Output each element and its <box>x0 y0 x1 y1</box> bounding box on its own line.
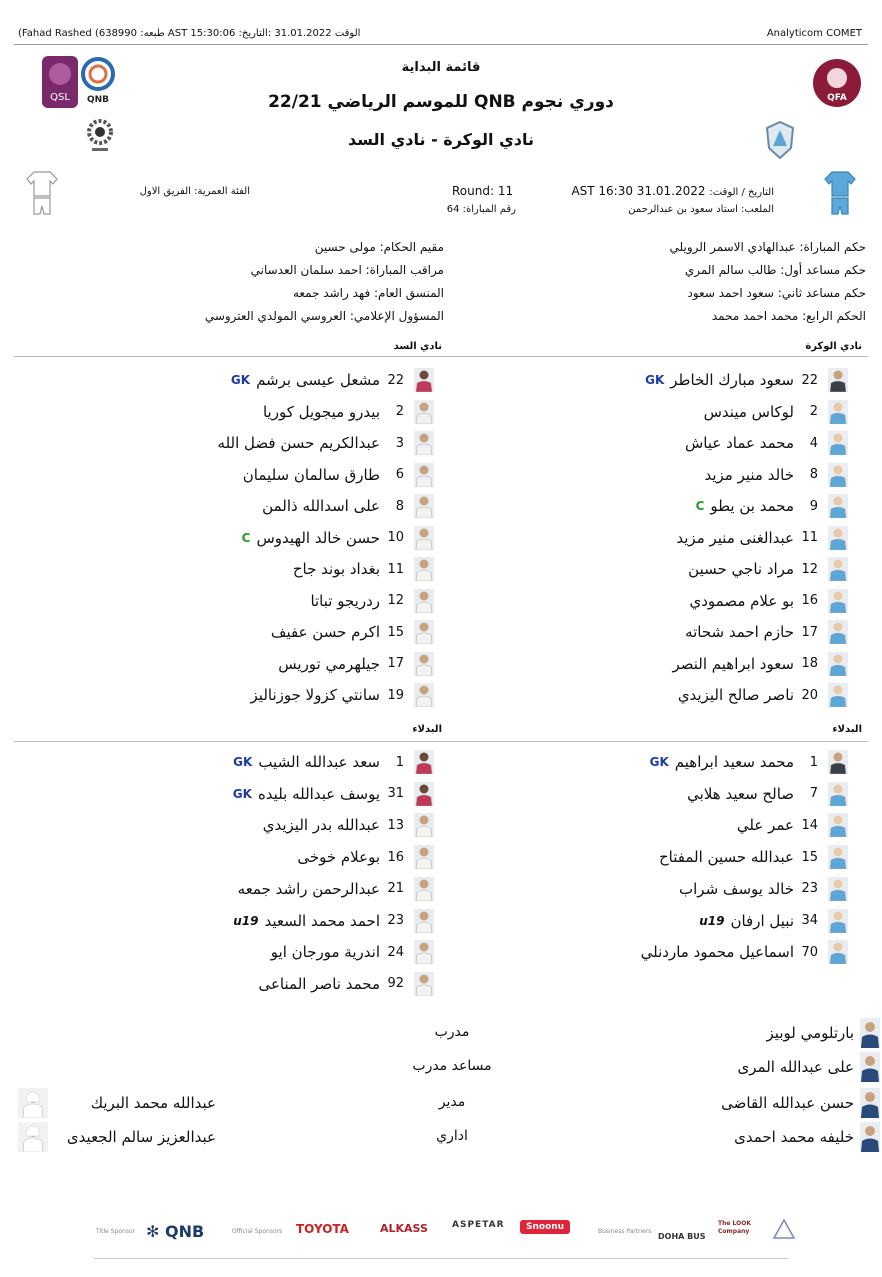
player-number: 13 <box>387 817 404 833</box>
player-name: بو علام مصمودي <box>689 591 794 610</box>
business-partners-label: Business Partners <box>598 1228 652 1235</box>
player-row <box>685 429 848 457</box>
qnb-logo-text: QNB <box>164 1222 205 1241</box>
player-name: عبدالغنى منير مزيد <box>676 528 794 547</box>
sponsor-divider <box>94 1258 788 1259</box>
player-name: مراد ناجي حسين <box>688 560 794 578</box>
away-team-label: نادي السد <box>393 341 442 352</box>
player-number: 16 <box>387 849 404 865</box>
player-name: محمد ناصر المناعى <box>258 974 380 993</box>
player-photo-icon <box>414 877 434 901</box>
player-number: 18 <box>801 656 818 671</box>
player-row <box>242 524 434 552</box>
player-number: 12 <box>387 593 404 608</box>
goalkeeper-badge: GK <box>232 786 252 801</box>
home-kit-icon <box>824 170 856 216</box>
partner-emblem-icon <box>772 1218 796 1243</box>
staff-photo-icon <box>860 1088 880 1122</box>
player-name: محمد عماد عياش <box>684 434 794 452</box>
player-photo-icon <box>828 782 848 806</box>
player-photo-icon <box>414 813 434 837</box>
player-row <box>672 650 848 678</box>
staff-role: مدير <box>438 1094 466 1110</box>
toyota-logo: TOYOTA <box>296 1222 349 1236</box>
player-row <box>689 587 848 615</box>
player-number: 6 <box>395 467 404 482</box>
player-number: 1 <box>395 754 404 770</box>
player-photo-icon <box>828 589 848 613</box>
player-name: اكرم حسن عفيف <box>270 623 380 641</box>
qfa-logo-text: QFA <box>827 93 847 103</box>
player-row <box>258 970 434 998</box>
page-title: قائمة البداية <box>401 60 481 75</box>
header-divider <box>14 44 868 45</box>
player-name: حسن خالد الهيدوس <box>256 528 380 547</box>
qnb-icon: ✻ <box>146 1222 160 1241</box>
player-name: مشعل عيسى برشم <box>256 371 380 389</box>
player-photo-icon <box>828 557 848 581</box>
player-number: 31 <box>387 786 404 802</box>
player-row <box>251 681 434 709</box>
player-name: حازم احمد شحاته <box>685 623 794 641</box>
player-photo-icon <box>828 494 848 518</box>
doha-bus-logo: DOHA BUS <box>658 1232 706 1241</box>
player-row <box>293 555 434 583</box>
player-number: 23 <box>387 913 404 928</box>
player-row <box>271 618 434 646</box>
staff-role: مساعد مدرب <box>412 1058 492 1074</box>
official-referee: حكم المباراة: عبدالهادي الاسمر الرويلي <box>669 240 866 254</box>
player-number: 4 <box>809 435 818 451</box>
system-name: Analyticom COMET <box>766 28 862 39</box>
player-name: بغداد بوند جاح <box>292 560 380 578</box>
player-number: 9 <box>809 498 818 514</box>
player-name: محمد بن يطو <box>710 497 794 515</box>
player-photo-icon <box>414 431 434 455</box>
player-row <box>231 366 434 394</box>
qsl-logo-text: QSL <box>50 92 70 103</box>
player-row <box>676 524 848 552</box>
player-photo-icon <box>828 652 848 676</box>
away-subs-label: البدلاء <box>412 724 442 735</box>
player-photo-icon <box>828 813 848 837</box>
away-staff-name: عبدالله محمد البريك <box>90 1094 216 1112</box>
player-photo-icon <box>414 526 434 550</box>
player-photo-icon <box>414 750 434 774</box>
stadium: الملعب: استاد سعود بن عبدالرحمن <box>628 204 774 215</box>
player-photo-icon <box>828 683 848 707</box>
player-number: 34 <box>801 913 818 928</box>
qnb-stars-logo-text: QNB <box>86 95 110 105</box>
match-number: رقم المباراة: 64 <box>446 204 516 215</box>
player-row <box>650 748 848 776</box>
player-name: ناصر صالح اليزيدي <box>677 686 794 704</box>
player-row <box>696 492 848 520</box>
player-photo-icon <box>828 431 848 455</box>
official-media-officer: المسؤول الإعلامي: العروسي المولدي العتروسي <box>204 309 444 323</box>
player-photo-icon <box>828 845 848 869</box>
player-row <box>233 907 434 935</box>
player-number: 3 <box>395 435 404 451</box>
competition-title: دوري نجوم QNB للموسم الرياضي 22/21 <box>268 92 614 112</box>
player-number: 7 <box>809 786 818 802</box>
staff-photo-icon <box>860 1052 880 1086</box>
player-photo-icon <box>414 683 434 707</box>
player-number: 11 <box>387 561 404 577</box>
player-row <box>688 555 848 583</box>
alkass-logo: ALKASS <box>380 1222 428 1235</box>
player-photo-icon <box>414 845 434 869</box>
player-number: 70 <box>801 944 818 960</box>
player-number: 17 <box>387 656 404 671</box>
player-name: خالد منير مزيد <box>704 465 794 484</box>
player-name: لوكاس ميندس <box>703 402 794 421</box>
player-number: 15 <box>801 849 818 865</box>
player-number: 20 <box>801 687 818 703</box>
player-photo-icon <box>414 368 434 392</box>
player-row <box>659 843 848 871</box>
player-number: 1 <box>809 754 818 770</box>
player-name: عبدالله حسين المفتاح <box>658 848 794 867</box>
player-photo-icon <box>414 782 434 806</box>
starters-divider <box>14 356 868 357</box>
player-row <box>238 875 434 903</box>
officials-left <box>144 236 444 328</box>
player-name: عمر علي <box>736 816 794 835</box>
captain-badge: C <box>241 530 251 545</box>
player-name: يوسف عبدالله بليده <box>257 784 380 803</box>
goalkeeper-badge: GK <box>645 373 665 387</box>
player-name: طارق سالمان سليمان <box>242 465 380 484</box>
u19-badge: u19 <box>699 913 725 928</box>
staff-photo-icon <box>18 1122 48 1156</box>
official-referee-assessor: مقيم الحكام: مولى حسين <box>314 240 444 254</box>
look-company-logo: The LOOK Company <box>718 1220 751 1235</box>
player-number: 23 <box>801 881 818 897</box>
player-row <box>685 618 848 646</box>
player-number: 16 <box>801 593 818 608</box>
player-name: عبدالكريم حسن فضل الله <box>217 434 380 452</box>
player-photo-icon <box>414 652 434 676</box>
player-photo-icon <box>828 940 848 964</box>
snoonu-logo: Snoonu <box>520 1220 570 1234</box>
match-title: نادي الوكرة - نادي السد <box>348 130 534 149</box>
player-number: 8 <box>809 467 818 482</box>
home-staff-name: حسن عبدالله القاضى <box>721 1094 854 1112</box>
player-name: عبدالله بدر اليزيدي <box>262 816 380 835</box>
player-row <box>233 780 434 808</box>
player-photo-icon <box>414 494 434 518</box>
date-time-label: التاريخ / الوقت: <box>709 187 774 198</box>
player-name: اسماعيل محمود ماردنلي <box>640 943 794 962</box>
player-number: 92 <box>387 976 404 992</box>
player-row <box>641 938 848 966</box>
away-staff-name: عبدالعزيز سالم الجعيدى <box>66 1128 216 1146</box>
staff-role: مدرب <box>434 1024 470 1040</box>
player-number: 24 <box>387 944 404 960</box>
player-number: 8 <box>395 498 404 514</box>
print-info: (Fahad Rashed (638990 :طبعه AST 15:30:06 :الوقت 31.01.2022 :التاريخ <box>18 28 361 39</box>
staff-photo-icon <box>18 1088 48 1122</box>
officials-right <box>566 236 866 328</box>
away-kit-icon <box>26 170 58 216</box>
player-number: 14 <box>801 817 818 833</box>
player-row <box>263 398 434 426</box>
qnb-logo <box>146 1222 204 1241</box>
u19-badge: u19 <box>233 913 259 928</box>
home-team-label: نادي الوكرة <box>805 341 862 352</box>
staff-role: اداري <box>436 1128 468 1144</box>
official-assistant-2: حكم مساعد ثاني: سعود احمد سعود <box>687 286 866 300</box>
player-number: 22 <box>387 372 404 388</box>
date-time <box>571 184 774 198</box>
player-photo-icon <box>828 620 848 644</box>
player-photo-icon <box>414 589 434 613</box>
player-row <box>262 492 434 520</box>
official-fourth: الحكم الرابع: محمد احمد محمد <box>711 309 866 323</box>
player-name: ردريجو تباتا <box>310 591 380 610</box>
official-assistant-1: حكم مساعد أول: طالب سالم المري <box>684 263 866 277</box>
player-number: 17 <box>801 624 818 640</box>
player-photo-icon <box>414 972 434 996</box>
date-time-value: AST 16:30 31.01.2022 <box>571 184 706 198</box>
player-row <box>679 875 848 903</box>
player-name: بوعلام خوخى <box>297 848 380 867</box>
home-staff-name: بارتلومي لوبيز <box>766 1024 854 1042</box>
player-photo-icon <box>828 526 848 550</box>
player-name: نبيل ارفان <box>730 911 794 930</box>
player-row <box>233 748 434 776</box>
player-name: احمد محمد السعيد <box>264 911 380 930</box>
player-number: 2 <box>809 404 818 419</box>
player-name: سعود ابراهيم النصر <box>672 654 794 673</box>
player-row <box>278 650 434 678</box>
goalkeeper-badge: GK <box>649 755 669 769</box>
player-photo-icon <box>828 877 848 901</box>
player-number: 2 <box>395 404 404 419</box>
player-row <box>704 398 848 426</box>
official-sponsors-label: Official Sponsors <box>232 1228 283 1235</box>
player-row <box>310 587 434 615</box>
player-row <box>699 907 848 935</box>
player-name: بيدرو ميجويل كوريا <box>262 402 380 421</box>
player-row <box>243 461 434 489</box>
subs-divider <box>14 741 868 742</box>
player-row <box>297 843 434 871</box>
player-photo-icon <box>828 909 848 933</box>
player-name: صالح سعيد هلابي <box>687 784 794 803</box>
round: Round: 11 <box>452 184 514 198</box>
player-name: سعد عبدالله الشيب <box>258 753 380 771</box>
age-category: الفئة العمرية: الفريق الاول <box>139 186 250 197</box>
player-row <box>218 429 434 457</box>
player-photo-icon <box>828 750 848 774</box>
player-photo-icon <box>414 400 434 424</box>
player-row <box>737 811 848 839</box>
player-name: جيلهرمي توريس <box>278 654 380 673</box>
player-photo-icon <box>828 400 848 424</box>
staff-photo-icon <box>860 1018 880 1052</box>
player-number: 11 <box>801 530 818 545</box>
player-number: 21 <box>387 881 404 897</box>
player-row <box>271 938 434 966</box>
player-row <box>678 681 848 709</box>
captain-badge: C <box>695 499 705 513</box>
player-name: سانتي كزولا جوزناليز <box>250 686 380 704</box>
official-match-commissioner: مراقب المباراة: احمد سلمان العدساني <box>250 263 444 277</box>
player-row <box>263 811 434 839</box>
title-sponsor-label: Title Sponsor <box>96 1228 136 1235</box>
player-number: 10 <box>387 530 404 545</box>
player-photo-icon <box>414 557 434 581</box>
player-photo-icon <box>414 620 434 644</box>
goalkeeper-badge: GK <box>233 755 253 769</box>
home-staff-name: خليفه محمد احمدى <box>734 1128 854 1146</box>
player-name: اندرية مورجان ايو <box>270 943 380 962</box>
home-staff-name: على عبدالله المرى <box>737 1058 854 1076</box>
player-photo-icon <box>414 940 434 964</box>
player-number: 15 <box>387 624 404 640</box>
player-name: عبدالرحمن راشد جمعه <box>237 879 380 898</box>
staff-photo-icon <box>860 1122 880 1156</box>
official-general-coordinator: المنسق العام: فهد راشد جمعه <box>292 286 444 300</box>
player-photo-icon <box>414 463 434 487</box>
player-name: سعود مبارك الخاطر <box>670 371 794 389</box>
aspetar-logo: ASPETAR <box>452 1220 505 1230</box>
home-subs-label: البدلاء <box>832 724 862 735</box>
player-number: 19 <box>387 687 404 703</box>
player-photo-icon <box>828 463 848 487</box>
player-row <box>704 461 848 489</box>
player-photo-icon <box>828 368 848 392</box>
player-photo-icon <box>414 909 434 933</box>
player-name: على اسدالله ذالمن <box>262 497 380 515</box>
player-name: محمد سعيد ابراهيم <box>674 753 794 771</box>
player-name: خالد يوسف شراب <box>679 879 794 898</box>
player-row <box>687 780 848 808</box>
player-row <box>645 366 848 394</box>
player-number: 22 <box>801 372 818 388</box>
goalkeeper-badge: GK <box>230 373 251 387</box>
player-number: 12 <box>801 561 818 577</box>
